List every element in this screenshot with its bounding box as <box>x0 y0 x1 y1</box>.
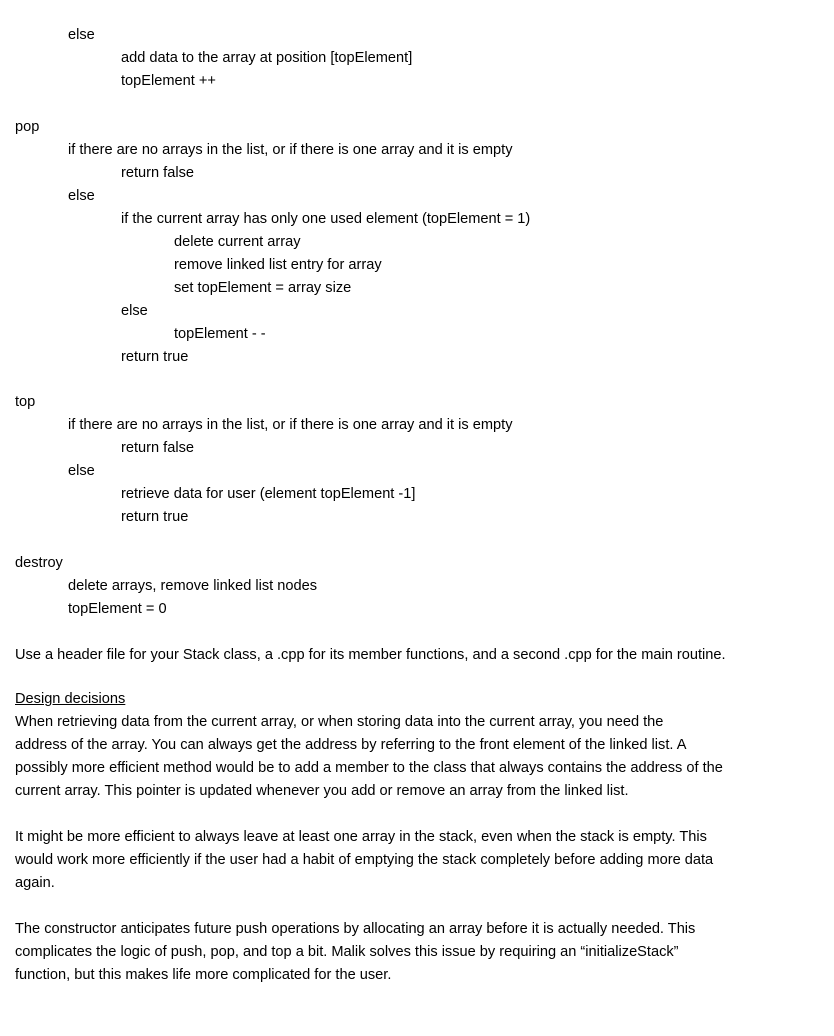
pop-else-inner: else <box>121 303 148 319</box>
pop-return-true: return true <box>121 349 189 365</box>
design-paragraph-3-line: complicates the logic of push, pop, and top a bit. Malik solves this issue by requiring an “initializeStack” <box>15 944 679 960</box>
design-paragraph-1-line: When retrieving data from the current array, or when storing data into the current array, you need the <box>15 714 664 730</box>
top-heading: top <box>15 394 36 410</box>
top-retrieve-line: retrieve data for user (element topElement -1] <box>121 486 416 502</box>
header-file-note: Use a header file for your Stack class, a .cpp for its member functions, and a second .cpp for the main routine. <box>15 647 726 663</box>
destroy-delete-line: delete arrays, remove linked list nodes <box>68 578 318 594</box>
push-increment-line: topElement ++ <box>121 73 216 89</box>
push-else: else <box>68 27 95 43</box>
design-paragraph-3-line: function, but this makes life more complicated for the user. <box>15 967 392 983</box>
pop-else: else <box>68 188 95 204</box>
top-return-true: return true <box>121 509 189 525</box>
destroy-heading: destroy <box>15 555 63 571</box>
design-paragraph-1-line: current array. This pointer is updated whenever you add or remove an array from the linked list. <box>15 783 629 799</box>
pop-decrement-line: topElement - - <box>174 326 266 342</box>
design-paragraph-1-line: address of the array. You can always get the address by referring to the front element of the linked list. A <box>15 737 687 753</box>
pop-heading: pop <box>15 119 40 135</box>
design-paragraph-2-line: It might be more efficient to always leave at least one array in the stack, even when the stack is empty. This <box>15 829 707 845</box>
design-paragraph-1-line: possibly more efficient method would be to add a member to the class that always contains the address of the <box>15 760 723 776</box>
destroy-reset-line: topElement = 0 <box>68 601 167 617</box>
pop-remove-line: remove linked list entry for array <box>174 257 382 273</box>
pop-return-false: return false <box>121 165 195 181</box>
pop-set-line: set topElement = array size <box>174 280 352 296</box>
design-paragraph-2-line: would work more efficiently if the user had a habit of emptying the stack completely before adding more data <box>15 852 714 868</box>
pop-if-line: if there are no arrays in the list, or if there is one array and it is empty <box>68 142 513 158</box>
design-decisions-heading: Design decisions <box>15 691 126 707</box>
top-if-line: if there are no arrays in the list, or if there is one array and it is empty <box>68 417 513 433</box>
top-else: else <box>68 463 95 479</box>
design-paragraph-3-line: The constructor anticipates future push operations by allocating an array before it is actually needed. This <box>15 921 696 937</box>
design-paragraph-2-line: again. <box>15 875 55 891</box>
pop-delete-line: delete current array <box>174 234 301 250</box>
pop-if-one-line: if the current array has only one used element (topElement = 1) <box>121 211 531 227</box>
push-add-line: add data to the array at position [topElement] <box>121 50 413 66</box>
top-return-false: return false <box>121 440 195 456</box>
